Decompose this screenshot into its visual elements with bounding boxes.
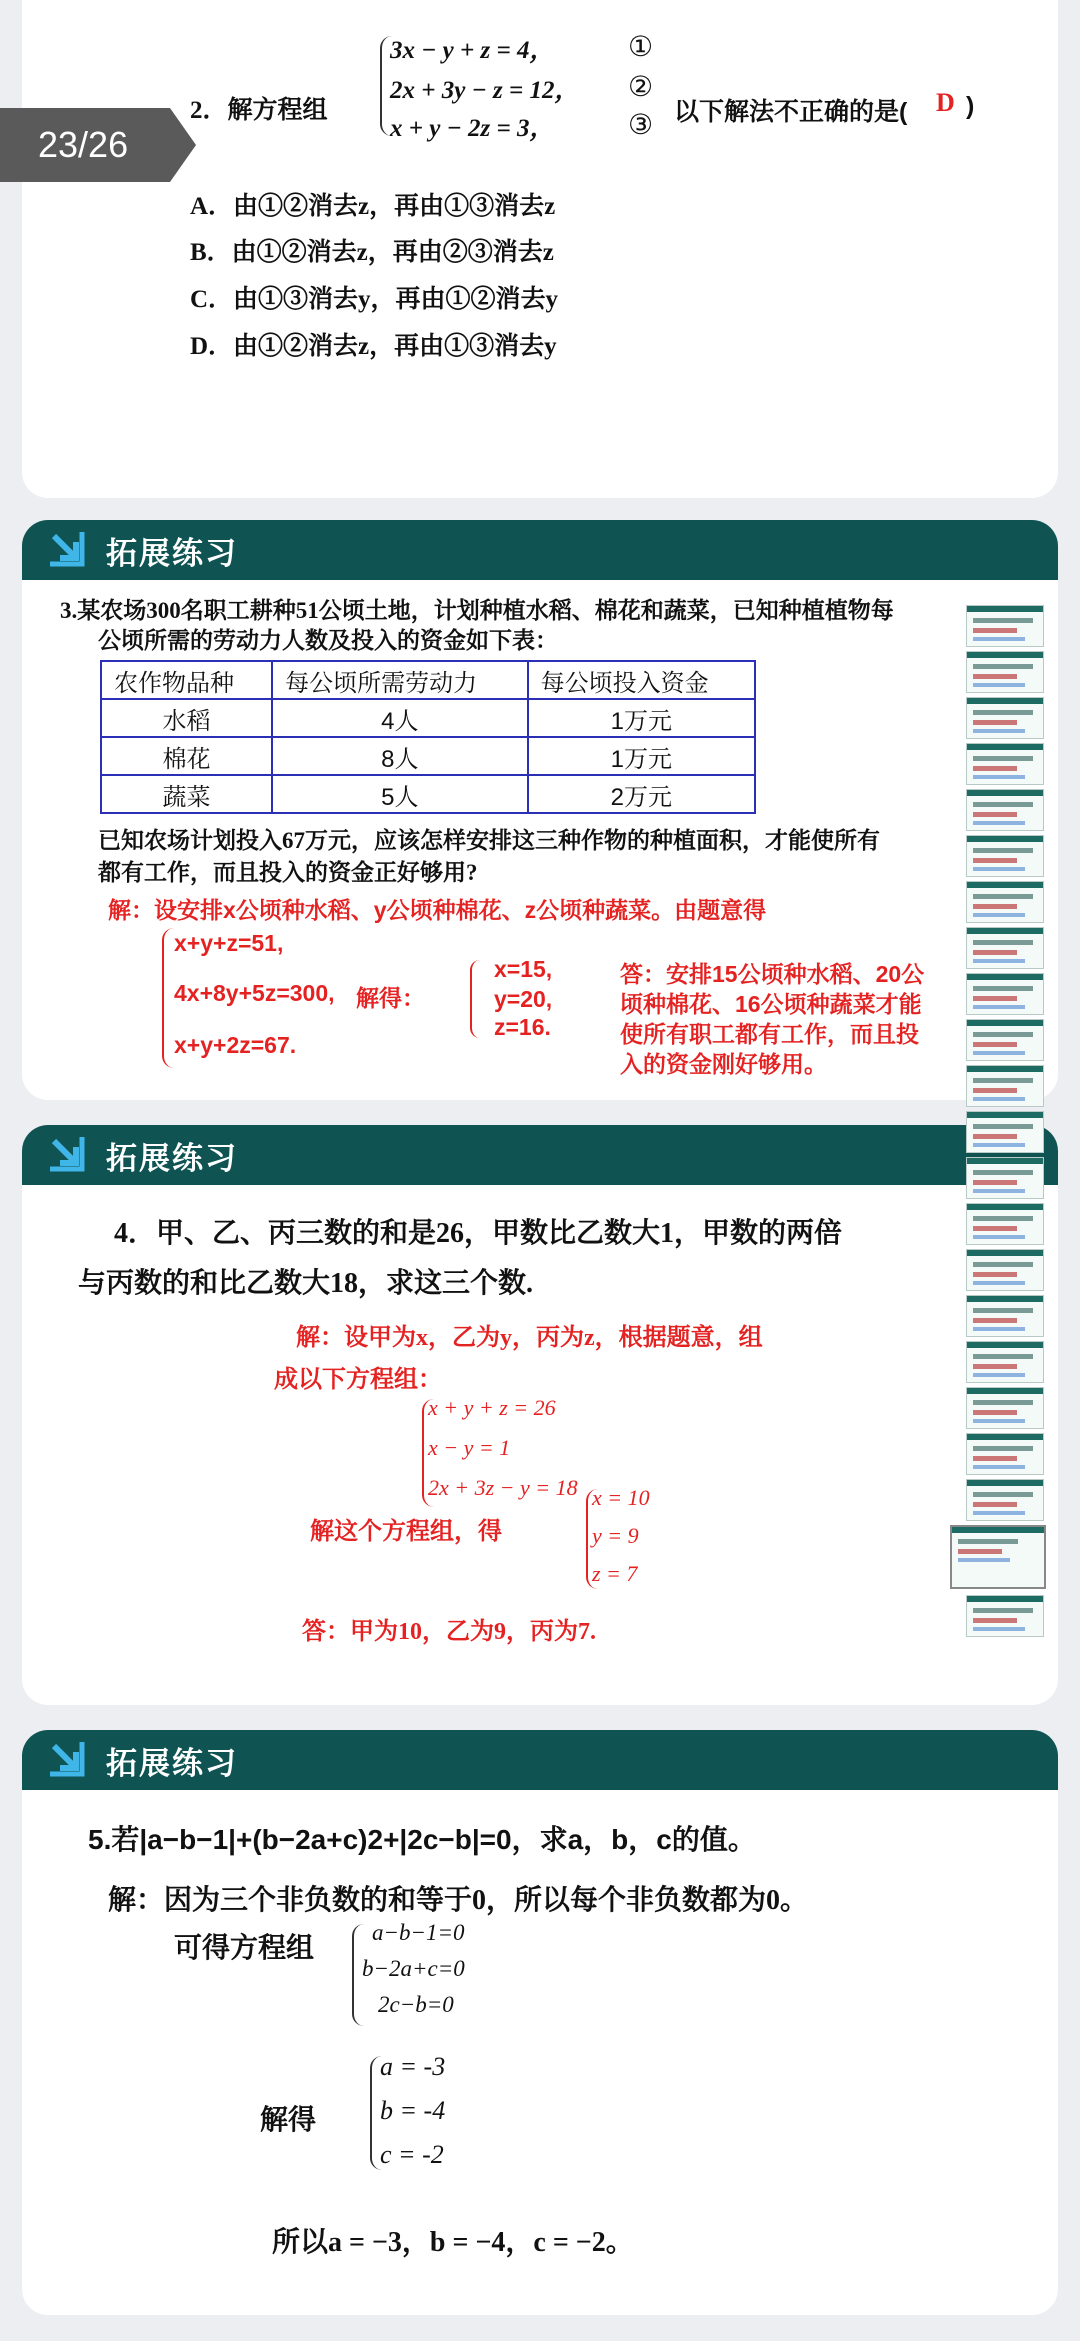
- table-row: [101, 775, 755, 813]
- slide-thumbnail[interactable]: [966, 697, 1044, 739]
- section-title: 拓展练习: [106, 535, 238, 571]
- slide-thumbnail-strip[interactable]: [950, 595, 1042, 1745]
- section-header: [22, 520, 1058, 580]
- q3-solve: 解得：: [356, 985, 425, 1011]
- q2-label: 2．解方程组: [190, 97, 328, 124]
- slide-thumbnail[interactable]: [966, 651, 1044, 693]
- q4-solve: 解这个方程组，得: [310, 1519, 502, 1545]
- slide-thumbnail[interactable]: [966, 789, 1044, 831]
- table-cell: 5人: [272, 775, 528, 813]
- table-cell: 8人: [272, 737, 528, 775]
- q3-answer-2: 顷种棉花、16公顷种蔬菜才能: [620, 991, 922, 1017]
- q5-solve: 解得: [260, 2105, 317, 2136]
- q4-eq2: x − y = 1: [428, 1435, 511, 1460]
- q5-final: 所以a = −3，b = −4，c = −2。: [272, 2227, 634, 2258]
- q2-option-b: B．由①②消去z，再由②③消去z: [190, 239, 554, 266]
- table-cell: 棉花: [101, 737, 272, 775]
- q3-line1: 3.某农场300名职工耕种51公顷土地，计划种植水稻、棉花和蔬菜，已知种植植物每: [60, 598, 894, 623]
- q3-eq2: 4x+8y+5z=300,: [174, 980, 335, 1006]
- q2-num3: ③: [628, 110, 654, 141]
- q3-answer-4: 入的资金刚好够用。: [620, 1051, 827, 1077]
- table-cell: 1万元: [528, 699, 755, 737]
- table-row: [101, 699, 755, 737]
- q4-eq3: 2x + 3z − y = 18: [428, 1475, 578, 1500]
- slide-thumbnail[interactable]: [966, 1065, 1044, 1107]
- q2-answer: D: [936, 88, 955, 117]
- q4-result-x: x = 10: [592, 1485, 650, 1510]
- q5-result-b: b = -4: [380, 2096, 446, 2125]
- q2-eq2: 2x + 3y − z = 12，: [390, 77, 580, 104]
- slide-thumbnail[interactable]: [966, 1433, 1044, 1475]
- slide-thumbnail[interactable]: [966, 1295, 1044, 1337]
- table-header-cell: 农作物品种: [101, 661, 272, 699]
- q5-eq1: a−b−1=0: [372, 1920, 465, 1945]
- q5-result-a: a = -3: [380, 2052, 446, 2081]
- slide-thumbnail[interactable]: [966, 605, 1044, 647]
- q2-num2: ②: [628, 72, 654, 103]
- q5-eq3: 2c−b=0: [378, 1992, 454, 2017]
- table-cell: 水稻: [101, 699, 272, 737]
- table-cell: 蔬菜: [101, 775, 272, 813]
- q5-solution: 解：因为三个非负数的和等于0，所以每个非负数都为0。: [108, 1885, 809, 1916]
- q2-close: ): [966, 92, 975, 120]
- q2-num1: ①: [628, 32, 654, 63]
- slide-q2: [22, 0, 1058, 498]
- slide-thumbnail[interactable]: [966, 973, 1044, 1015]
- section-header: [22, 1730, 1058, 1790]
- q4-answer: 答：甲为10，乙为9，丙为7.: [302, 1619, 596, 1645]
- slide-thumbnail[interactable]: [966, 1111, 1044, 1153]
- slide-thumbnail[interactable]: [966, 1387, 1044, 1429]
- slide-thumbnail[interactable]: [966, 1019, 1044, 1061]
- slide-thumbnail[interactable]: [966, 1157, 1044, 1199]
- q2-eq3: x + y − 2z = 3，: [390, 115, 555, 142]
- table-header-row: [101, 661, 755, 699]
- slide-thumbnail[interactable]: [966, 1341, 1044, 1383]
- table-row: [101, 737, 755, 775]
- page-indicator: 23/26: [0, 108, 170, 182]
- table-cell: 2万元: [528, 775, 755, 813]
- q3-result-z: z=16.: [494, 1014, 551, 1040]
- q3-line4: 都有工作，而且投入的资金正好够用?: [98, 860, 478, 885]
- q4-result-y: y = 9: [592, 1523, 639, 1548]
- q3-line2: 公顷所需的劳动力人数及投入的资金如下表：: [98, 628, 558, 653]
- section-title: 拓展练习: [106, 1140, 238, 1176]
- slide-thumbnail[interactable]: [966, 743, 1044, 785]
- q3-eq3: x+y+2z=67.: [174, 1032, 297, 1058]
- q2-prompt: 以下解法不正确的是(: [674, 98, 908, 126]
- q3-result-y: y=20,: [494, 986, 553, 1012]
- crop-table: [100, 660, 756, 814]
- slide-thumbnail[interactable]: [966, 1595, 1044, 1637]
- slide-thumbnail[interactable]: [966, 1249, 1044, 1291]
- q5-question: 5.若|a−b−1|+(b−2a+c)2+|2c−b|=0，求a，b，c的值。: [88, 1824, 756, 1855]
- table-header-cell: 每公顷投入资金: [528, 661, 755, 699]
- slide-thumbnail[interactable]: [966, 1479, 1044, 1521]
- q2-option-d: D．由①②消去z，再由①③消去y: [190, 333, 557, 360]
- q4-result-z: z = 7: [592, 1561, 638, 1586]
- q3-answer-3: 使所有职工都有工作，而且投: [620, 1021, 919, 1047]
- slide-thumbnail[interactable]: [966, 927, 1044, 969]
- q2-option-c: C．由①③消去y，再由①②消去y: [190, 286, 559, 313]
- q4-line1: 4．甲、乙、丙三数的和是26，甲数比乙数大1，甲数的两倍: [114, 1218, 843, 1249]
- section-title: 拓展练习: [106, 1745, 238, 1781]
- arrow-down-right-icon: [44, 1131, 92, 1179]
- q4-line2: 与丙数的和比乙数大18，求这三个数.: [78, 1268, 534, 1299]
- q2-eq1: 3x − y + z = 4，: [390, 37, 555, 64]
- q5-get: 可得方程组: [174, 1933, 315, 1964]
- slide-thumbnail[interactable]: [966, 1203, 1044, 1245]
- q3-answer-1: 答：安排15公顷种水稻、20公: [620, 961, 925, 987]
- slide-q5: [22, 1730, 1058, 2315]
- slide-thumbnail[interactable]: [966, 835, 1044, 877]
- q2-option-a: A．由①②消去z，再由①③消去z: [190, 193, 556, 220]
- arrow-down-right-icon: [44, 1736, 92, 1784]
- q3-solution: 解：设安排x公顷种水稻、y公顷种棉花、z公顷种蔬菜。由题意得: [108, 897, 767, 923]
- slide-q4: [22, 1125, 1058, 1705]
- table-cell: 1万元: [528, 737, 755, 775]
- q3-line3: 已知农场计划投入67万元，应该怎样安排这三种作物的种植面积，才能使所有: [98, 828, 880, 853]
- slide-q3: [22, 520, 1058, 1100]
- section-header: [22, 1125, 1058, 1185]
- slide-thumbnail[interactable]: [966, 881, 1044, 923]
- q3-brace: [162, 928, 174, 1068]
- q5-eq2: b−2a+c=0: [362, 1956, 465, 1981]
- slide-thumbnail-current[interactable]: [950, 1525, 1046, 1589]
- table-cell: 4人: [272, 699, 528, 737]
- q5-result-c: c = -2: [380, 2140, 444, 2169]
- q3-eq1: x+y+z=51,: [174, 930, 284, 956]
- table-header-cell: 每公顷所需劳动力: [272, 661, 528, 699]
- q3-result-brace: [470, 960, 480, 1038]
- arrow-down-right-icon: [44, 526, 92, 574]
- q4-solution-2: 成以下方程组：: [274, 1367, 442, 1393]
- q4-solution-1: 解：设甲为x，乙为y，丙为z，根据题意，组: [296, 1325, 763, 1351]
- q3-result-x: x=15,: [494, 956, 553, 982]
- q4-eq1: x + y + z = 26: [428, 1395, 556, 1420]
